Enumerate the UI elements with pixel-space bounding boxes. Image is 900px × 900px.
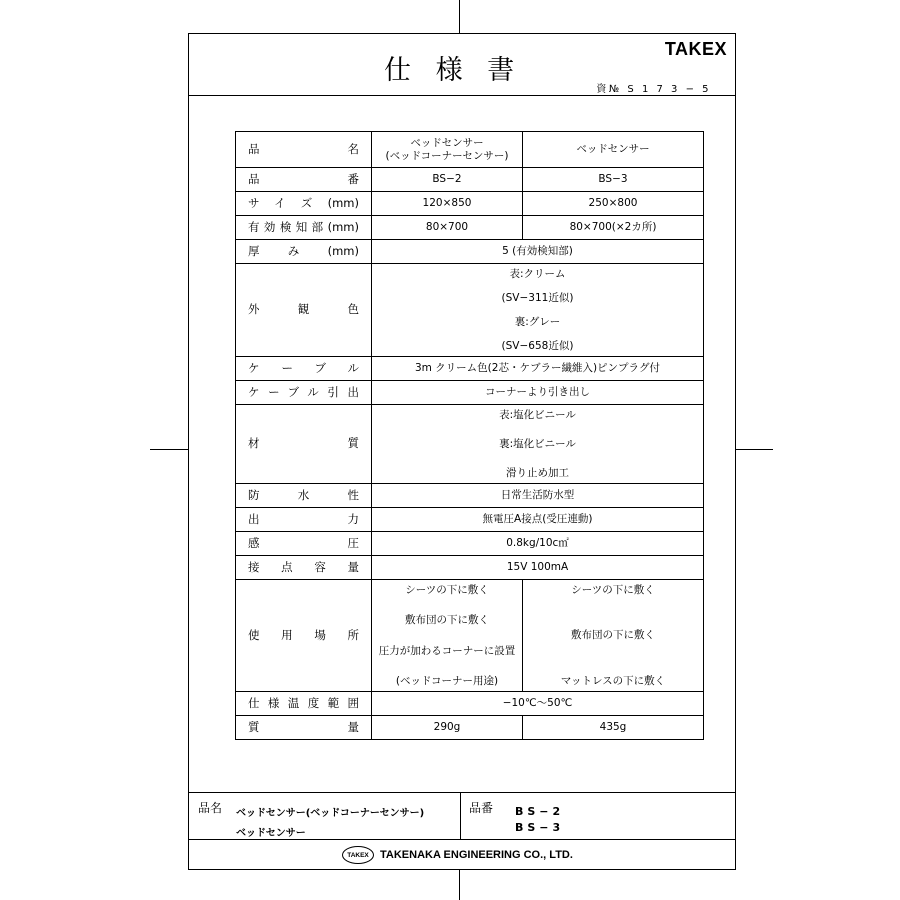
sheet-header — [189, 34, 735, 96]
spec-label: 使用場所 — [236, 580, 372, 692]
spec-value-line: 滑り止め加工 — [506, 466, 569, 479]
spec-value-line: マットレスの下に敷く — [560, 674, 666, 687]
crop-mark-bottom — [459, 870, 460, 900]
spec-row — [236, 484, 704, 508]
footer-product-number-2: BS−3 — [515, 821, 565, 834]
company-bar — [189, 840, 735, 870]
spec-value-line: ベッドセンサー — [576, 143, 650, 156]
spec-value — [372, 716, 523, 740]
spec-value-line: シーツの下に敷く — [405, 584, 489, 596]
spec-value — [372, 556, 704, 580]
sheet-footer — [189, 792, 735, 840]
crop-mark-right — [735, 449, 773, 450]
spec-label: 品名 — [236, 132, 372, 168]
spec-row — [236, 580, 704, 692]
spec-value-line: BS−2 — [432, 173, 462, 186]
spec-label: 出力 — [236, 508, 372, 532]
spec-label: 接点容量 — [236, 556, 372, 580]
spec-label: 有効検知部(mm) — [236, 216, 372, 240]
footer-name-label: 品名 — [198, 801, 223, 815]
document-number: 資№ S 1 7 3 − 5 — [596, 84, 711, 95]
footer-divider — [460, 793, 461, 840]
spec-value-line: 無電圧A接点(受圧連動) — [482, 513, 593, 526]
spec-label: 感圧 — [236, 532, 372, 556]
spec-value-line: 250×800 — [588, 197, 638, 210]
spec-row — [236, 216, 704, 240]
spec-value — [523, 216, 704, 240]
spec-value-line: コーナーより引き出し — [485, 386, 590, 399]
spec-value-line: (SV−311近似) — [501, 291, 574, 304]
spec-label: 防水性 — [236, 484, 372, 508]
spec-value — [372, 580, 523, 692]
spec-row — [236, 716, 704, 740]
footer-product-name-2: ベッドセンサー — [236, 828, 306, 839]
spec-row — [236, 556, 704, 580]
spec-value-line: 表:塩化ビニール — [499, 409, 576, 421]
spec-table — [235, 131, 704, 740]
spec-label: 厚み(mm) — [236, 240, 372, 264]
spec-label: 外観色 — [236, 264, 372, 357]
spec-label: 質量 — [236, 716, 372, 740]
spec-value-line: 0.8kg/10c㎡ — [506, 537, 569, 550]
spec-label: 仕様温度範囲 — [236, 692, 372, 716]
spec-row — [236, 508, 704, 532]
spec-value-line: 表:クリーム — [509, 268, 566, 280]
spec-value-line: 敷布団の下に敷く — [571, 629, 655, 642]
spec-value — [372, 192, 523, 216]
spec-value — [372, 132, 523, 168]
spec-value-line: 290g — [433, 721, 461, 734]
spec-row — [236, 168, 704, 192]
spec-row — [236, 357, 704, 381]
spec-value — [523, 132, 704, 168]
crop-mark-left — [150, 449, 188, 450]
spec-value — [372, 532, 704, 556]
spec-value-line: (ベッドコーナーセンサー) — [385, 149, 509, 162]
spec-label: ケーブル — [236, 357, 372, 381]
spec-row — [236, 264, 704, 357]
spec-value-line: (SV−658近似) — [501, 339, 574, 352]
spec-value-line: 日常生活防水型 — [500, 489, 575, 502]
spec-value — [523, 168, 704, 192]
spec-value — [372, 240, 704, 264]
spec-value — [372, 168, 523, 192]
spec-value-line: 敷布団の下に敷く — [405, 614, 489, 627]
spec-value-line: (ベッドコーナー用途) — [395, 674, 499, 687]
footer-product-name-1: ベッドセンサー(ベッドコーナーセンサー) — [236, 808, 425, 819]
spec-row — [236, 692, 704, 716]
spec-value-line: −10℃〜50℃ — [502, 697, 573, 710]
spec-value-line: 80×700(×2カ所) — [569, 221, 657, 234]
spec-value — [372, 216, 523, 240]
spec-row — [236, 132, 704, 168]
spec-value — [372, 405, 704, 484]
spec-value-line: 5 (有効検知部) — [502, 245, 573, 258]
document-title: 仕 様 書 — [384, 55, 523, 86]
footer-product-number-1: BS−2 — [515, 805, 565, 818]
spec-value-line: 3m クリーム色(2芯・ケブラー繊維入)ピンプラグ付 — [414, 362, 661, 375]
spec-value — [372, 381, 704, 405]
spec-value-line: 15V 100mA — [506, 561, 569, 574]
spec-row — [236, 240, 704, 264]
spec-value-line: BS−3 — [598, 173, 628, 186]
spec-value — [372, 357, 704, 381]
spec-value-line: 120×850 — [422, 197, 472, 210]
spec-label: 材質 — [236, 405, 372, 484]
spec-row — [236, 405, 704, 484]
spec-value — [372, 692, 704, 716]
spec-value-line: 圧力が加わるコーナーに設置 — [378, 644, 516, 657]
spec-value — [523, 192, 704, 216]
spec-label: 品番 — [236, 168, 372, 192]
footer-number-label: 品番 — [469, 801, 494, 815]
company-name: TAKENAKA ENGINEERING CO., LTD. — [380, 849, 573, 861]
spec-label: サイズ(mm) — [236, 192, 372, 216]
spec-row — [236, 532, 704, 556]
spec-value-line: 裏:グレー — [514, 315, 561, 328]
spec-value — [372, 484, 704, 508]
spec-value-line: 435g — [599, 721, 627, 734]
spec-row — [236, 192, 704, 216]
crop-mark-top — [459, 0, 460, 33]
spec-value-line: シーツの下に敷く — [571, 584, 655, 596]
spec-value — [523, 716, 704, 740]
spec-row — [236, 381, 704, 405]
spec-sheet — [188, 33, 736, 870]
spec-value — [523, 580, 704, 692]
brand-logo: TAKEX — [664, 39, 727, 59]
company-logo: TAKEX — [342, 846, 374, 864]
spec-value-line: 80×700 — [425, 221, 469, 234]
spec-value-line: 裏:塩化ビニール — [499, 437, 576, 450]
spec-value — [372, 508, 704, 532]
spec-value-line: ベッドセンサー — [410, 137, 484, 150]
spec-label: ケーブル引出 — [236, 381, 372, 405]
spec-value — [372, 264, 704, 357]
